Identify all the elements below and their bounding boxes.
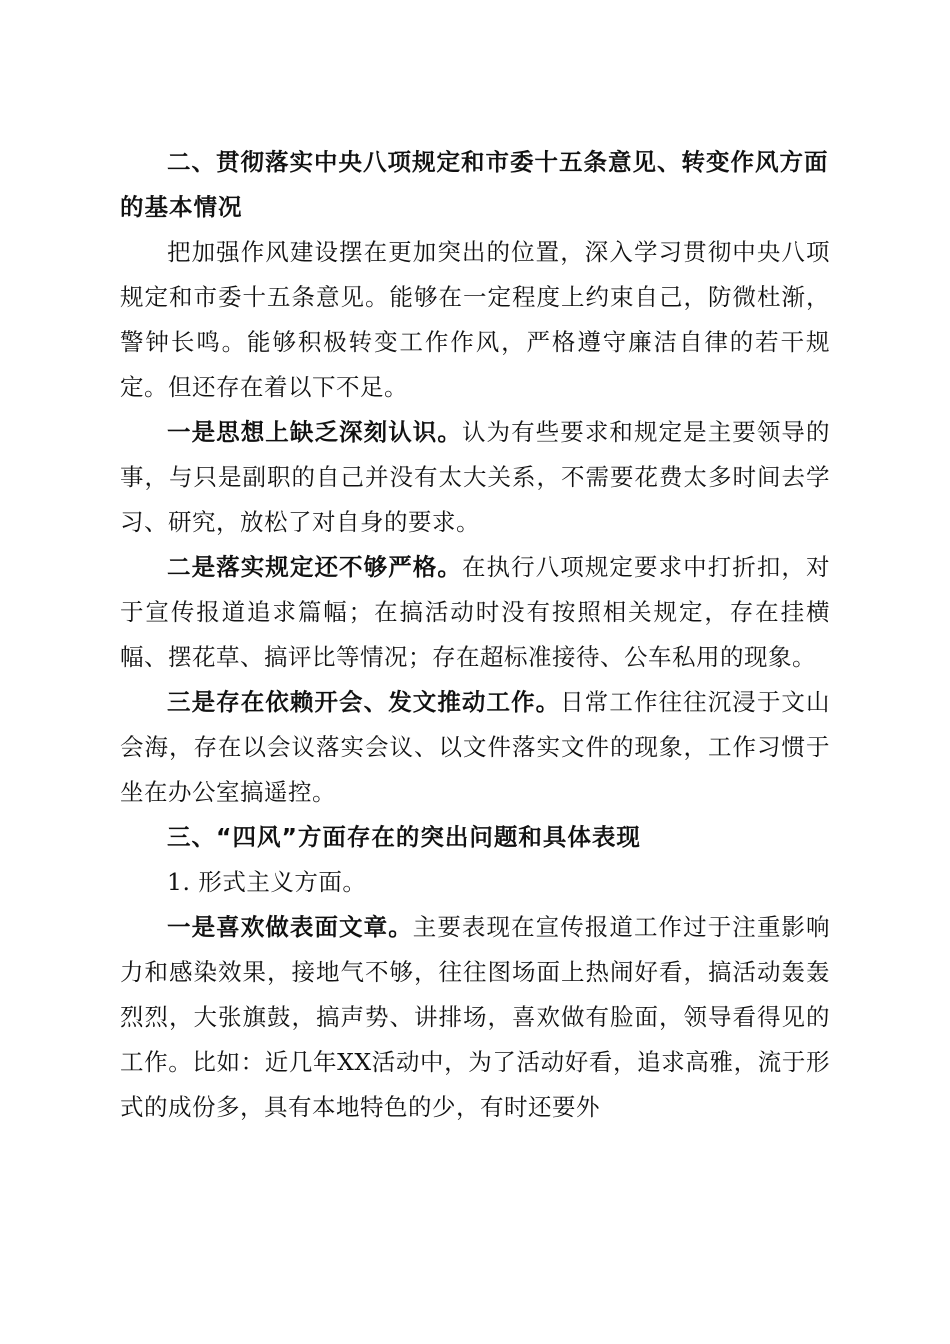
document-body <box>120 140 830 1130</box>
issue-2-text: 在执行八项规定要求中打折扣，对于宣传报道追求篇幅；在搞活动时没有按照相关规定，存在挂横幅、摆花草、搞评比等情况；存在超标准接待、公车私用的现象。 <box>120 553 831 671</box>
formalism-1-text: 主要表现在宣传报道工作过于注重影响力和感染效果，接地气不够，往往图场面上热闹好看，搞活动轰轰烈烈，大张旗鼓，搞声势、讲排场，喜欢做有脸面，领导看得见的工作。比如：近几年XX活动中，为了活动好看，追求高雅，流于形式的成份多，具有本地特色的少，有时还要外 <box>120 913 831 1121</box>
subsection-1-heading: 1. 形式主义方面。 <box>167 868 367 896</box>
issue-1-lead: 一是思想上缺乏深刻认识。 <box>167 418 462 446</box>
issue-3-paragraph <box>120 680 830 815</box>
intro-paragraph: 把加强作风建设摆在更加突出的位置，深入学习贯彻中央八项规定和市委十五条意见。能够在一定程度上约束自己，防微杜渐，警钟长鸣。能够积极转变工作作风，严格遵守廉洁自律的若干规定。但还存在着以下不足。 <box>120 238 830 401</box>
issue-1-text: 认为有些要求和规定是主要领导的事，与只是副职的自己并没有太大关系，不需要花费太多时间去学习、研究，放松了对自身的要求。 <box>120 418 831 536</box>
formalism-1-lead: 一是喜欢做表面文章。 <box>167 913 413 941</box>
issue-2-paragraph <box>120 545 830 680</box>
issue-3-lead: 三是存在依赖开会、发文推动工作。 <box>167 688 561 716</box>
issue-3-text: 日常工作往往沉浸于文山会海，存在以会议落实会议、以文件落实文件的现象，工作习惯于坐在办公室搞遥控。 <box>120 688 831 806</box>
issue-1-paragraph <box>120 410 830 545</box>
formalism-1-paragraph <box>120 905 830 1130</box>
section-3-heading: 三、“四风”方面存在的突出问题和具体表现 <box>167 823 641 851</box>
section-2-heading: 二、贯彻落实中央八项规定和市委十五条意见、转变作风方面的基本情况 <box>120 148 829 221</box>
issue-2-lead: 二是落实规定还不够严格。 <box>167 553 462 581</box>
